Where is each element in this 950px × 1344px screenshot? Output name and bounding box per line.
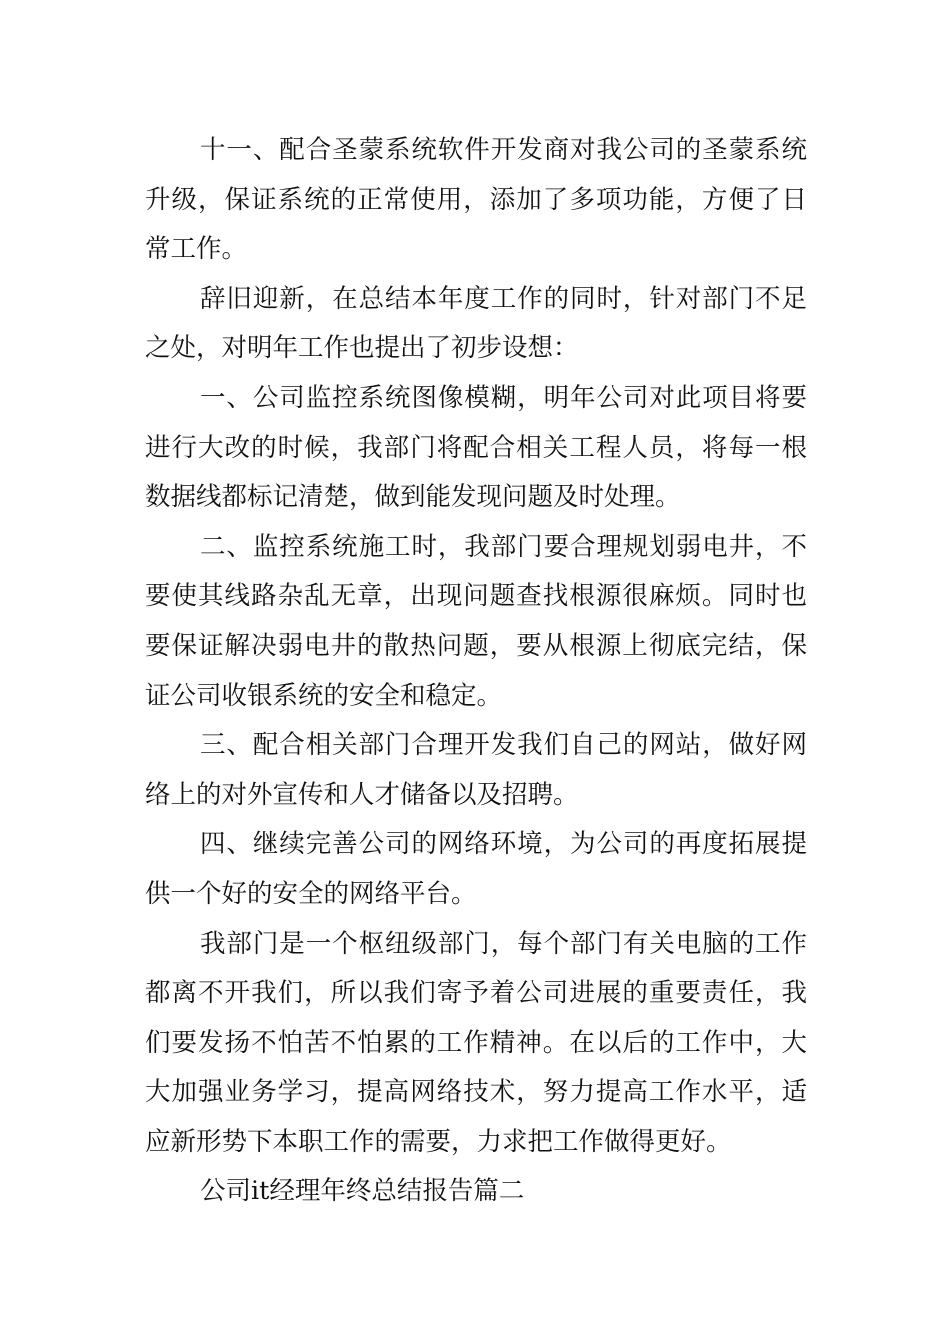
section-heading: 公司it经理年终总结报告篇二 <box>200 1176 525 1207</box>
document-body <box>145 126 807 1217</box>
paragraph-plan-2: 二、监控系统施工时，我部门要合理规划弱电井，不要使其线路杂乱无章，出现问题查找根源很麻烦。同时也要保证解决弱电井的散热问题，要从根源上彻底完结，保证公司收银系统的安全和稳定。 <box>145 531 807 711</box>
paragraph-plan-1: 一、公司监控系统图像模糊，明年公司对此项目将要进行大改的时候，我部门将配合相关工程人员，将每一根数据线都标记清楚，做到能发现问题及时处理。 <box>145 382 807 513</box>
paragraph-outlook-intro: 辞旧迎新，在总结本年度工作的同时，针对部门不足之处，对明年工作也提出了初步设想： <box>145 283 807 364</box>
paragraph-plan-4: 四、继续完善公司的网络环境，为公司的再度拓展提供一个好的安全的网络平台。 <box>145 829 807 909</box>
paragraph-item-11: 十一、配合圣蒙系统软件开发商对我公司的圣蒙系统升级，保证系统的正常使用，添加了多项功能，方便了日常工作。 <box>145 135 807 265</box>
paragraph-plan-3: 三、配合相关部门合理开发我们自己的网站，做好网络上的对外宣传和人才储备以及招聘。 <box>145 730 807 810</box>
paragraph-closing: 我部门是一个枢纽级部门，每个部门有关电脑的工作都离不开我们，所以我们寄予着公司进展的重要责任，我们要发扬不怕苦不怕累的工作精神。在以后的工作中，大大加强业务学习，提高网络技术，努力提高工作水平，适应新形势下本职工作的需要，力求把工作做得更好。 <box>145 928 807 1157</box>
